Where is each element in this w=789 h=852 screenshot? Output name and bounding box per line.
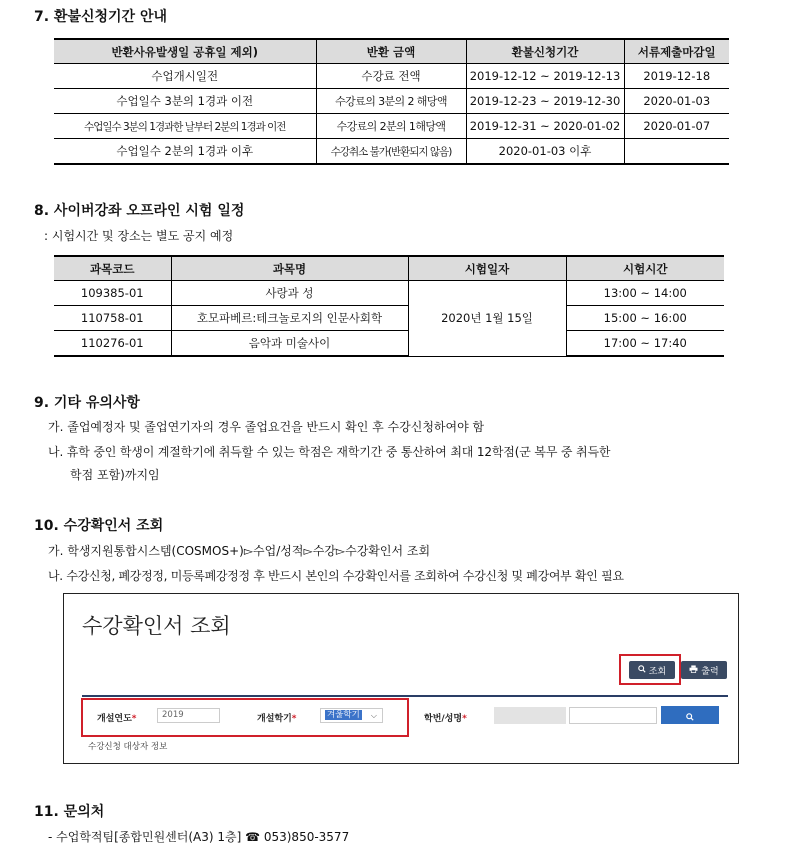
table-header: 시험일자 (408, 256, 566, 281)
table-header: 시험시간 (566, 256, 724, 281)
table-cell: 110276-01 (54, 331, 171, 357)
exam-date-cell: 2020년 1월 15일 (408, 281, 566, 357)
screenshot-title: 수강확인서 조회 (82, 614, 231, 638)
table-cell: 수업일수 2분의 1경과 이후 (54, 139, 316, 165)
table-cell: 2020-01-03 (624, 89, 729, 114)
chevron-down-icon: ⌵ (370, 711, 377, 720)
table-cell: 수강료의 2분의 1해당액 (316, 114, 466, 139)
table-header: 과목명 (171, 256, 408, 281)
table-header: 환불신청기간 (466, 39, 624, 64)
year-field[interactable]: 2019 (157, 708, 220, 723)
table-cell: 2019-12-31 ~ 2020-01-02 (466, 114, 624, 139)
table-cell: 110758-01 (54, 306, 171, 331)
table-row (54, 64, 729, 89)
student-search-button[interactable] (661, 706, 719, 724)
section-9-title: 9. 기타 유의사항 (34, 395, 140, 411)
table-cell: 13:00 ~ 14:00 (566, 281, 724, 306)
table-header-row (54, 39, 729, 64)
table-row (54, 281, 724, 306)
note-item: 가. 졸업예정자 및 졸업연기자의 경우 졸업요건을 반드시 확인 후 수강신청하여야 함 (48, 420, 485, 434)
table-cell: 109385-01 (54, 281, 171, 306)
print-button[interactable] (681, 661, 727, 679)
table-header: 반환 금액 (316, 39, 466, 64)
print-button-label: 출력 (701, 666, 719, 677)
table-cell: 수업일수 3분의 1경과한 날부터 2분의 1경과 이전 (54, 114, 316, 139)
table-header-row (54, 256, 724, 281)
table-row (54, 139, 729, 165)
student-label: 학번/성명* (424, 714, 467, 724)
note-item: 나. 수강신청, 폐강정정, 미등록폐강정정 후 반드시 본인의 수강확인서를 조회하여 수강신청 및 폐강여부 확인 필요 (48, 569, 624, 583)
table-header: 반환사유발생일 공휴일 제외) (54, 39, 316, 64)
table-cell: 2019-12-23 ~ 2019-12-30 (466, 89, 624, 114)
form-highlight-box (81, 698, 409, 737)
contact-info: - 수업학적팀[종합민원센터(A3) 1층] ☎ 053)850-3577 (48, 830, 350, 844)
table-row (54, 306, 724, 331)
section-10-title: 10. 수강확인서 조회 (34, 518, 164, 534)
table-cell: 수업개시일전 (54, 64, 316, 89)
table-cell: 17:00 ~ 17:40 (566, 331, 724, 357)
refund-table (54, 38, 729, 165)
exam-table (54, 255, 724, 357)
table-cell: 호모파베르:테크놀로지의 인문사회학 (171, 306, 408, 331)
table-cell: 수강취소 불가(반환되지 않음) (316, 139, 466, 165)
note-item: 가. 학생지원통합시스템(COSMOS+)▻수업/성적▻수강▻수강확인서 조회 (48, 544, 431, 558)
term-label: 개설학기* (257, 714, 297, 724)
student-id-field[interactable] (494, 707, 566, 724)
term-selected-value: 겨울학기 (327, 710, 360, 720)
table-cell: 수업일수 3분의 1경과 이전 (54, 89, 316, 114)
note-item-continued: 학점 포함)까지임 (70, 468, 160, 482)
table-cell: 수강료 전액 (316, 64, 466, 89)
confirmation-screenshot (63, 593, 739, 764)
form-divider (82, 695, 728, 697)
screenshot-footer: 수강신청 대상자 정보 (88, 742, 168, 752)
table-cell: 2019-12-12 ~ 2019-12-13 (466, 64, 624, 89)
table-cell (624, 139, 729, 165)
search-highlight-box (619, 654, 681, 685)
student-name-field[interactable] (569, 707, 657, 724)
table-cell: 2020-01-07 (624, 114, 729, 139)
table-header: 서류제출마감일 (624, 39, 729, 64)
table-cell: 15:00 ~ 16:00 (566, 306, 724, 331)
table-cell: 2020-01-03 이후 (466, 139, 624, 165)
table-cell: 음악과 미술사이 (171, 331, 408, 357)
exam-note: : 시험시간 및 장소는 별도 공지 예정 (44, 229, 234, 243)
section-11-title: 11. 문의처 (34, 804, 105, 820)
table-row (54, 89, 729, 114)
table-cell: 수강료의 3분의 2 해당액 (316, 89, 466, 114)
table-cell: 사랑과 성 (171, 281, 408, 306)
search-button-label: 조회 (648, 666, 667, 677)
table-cell: 2019-12-18 (624, 64, 729, 89)
table-header: 과목코드 (54, 256, 171, 281)
table-row (54, 331, 724, 357)
note-item: 나. 휴학 중인 학생이 계절학기에 취득할 수 있는 학점은 재학기간 중 통산하여 최대 12학점(군 복무 중 취득한 (48, 445, 611, 459)
print-icon (689, 665, 698, 676)
section-7-title: 7. 환불신청기간 안내 (34, 9, 167, 25)
year-label: 개설연도* (97, 714, 137, 724)
search-icon (686, 706, 694, 725)
section-8-title: 8. 사이버강좌 오프라인 시험 일정 (34, 203, 245, 219)
table-row (54, 114, 729, 139)
